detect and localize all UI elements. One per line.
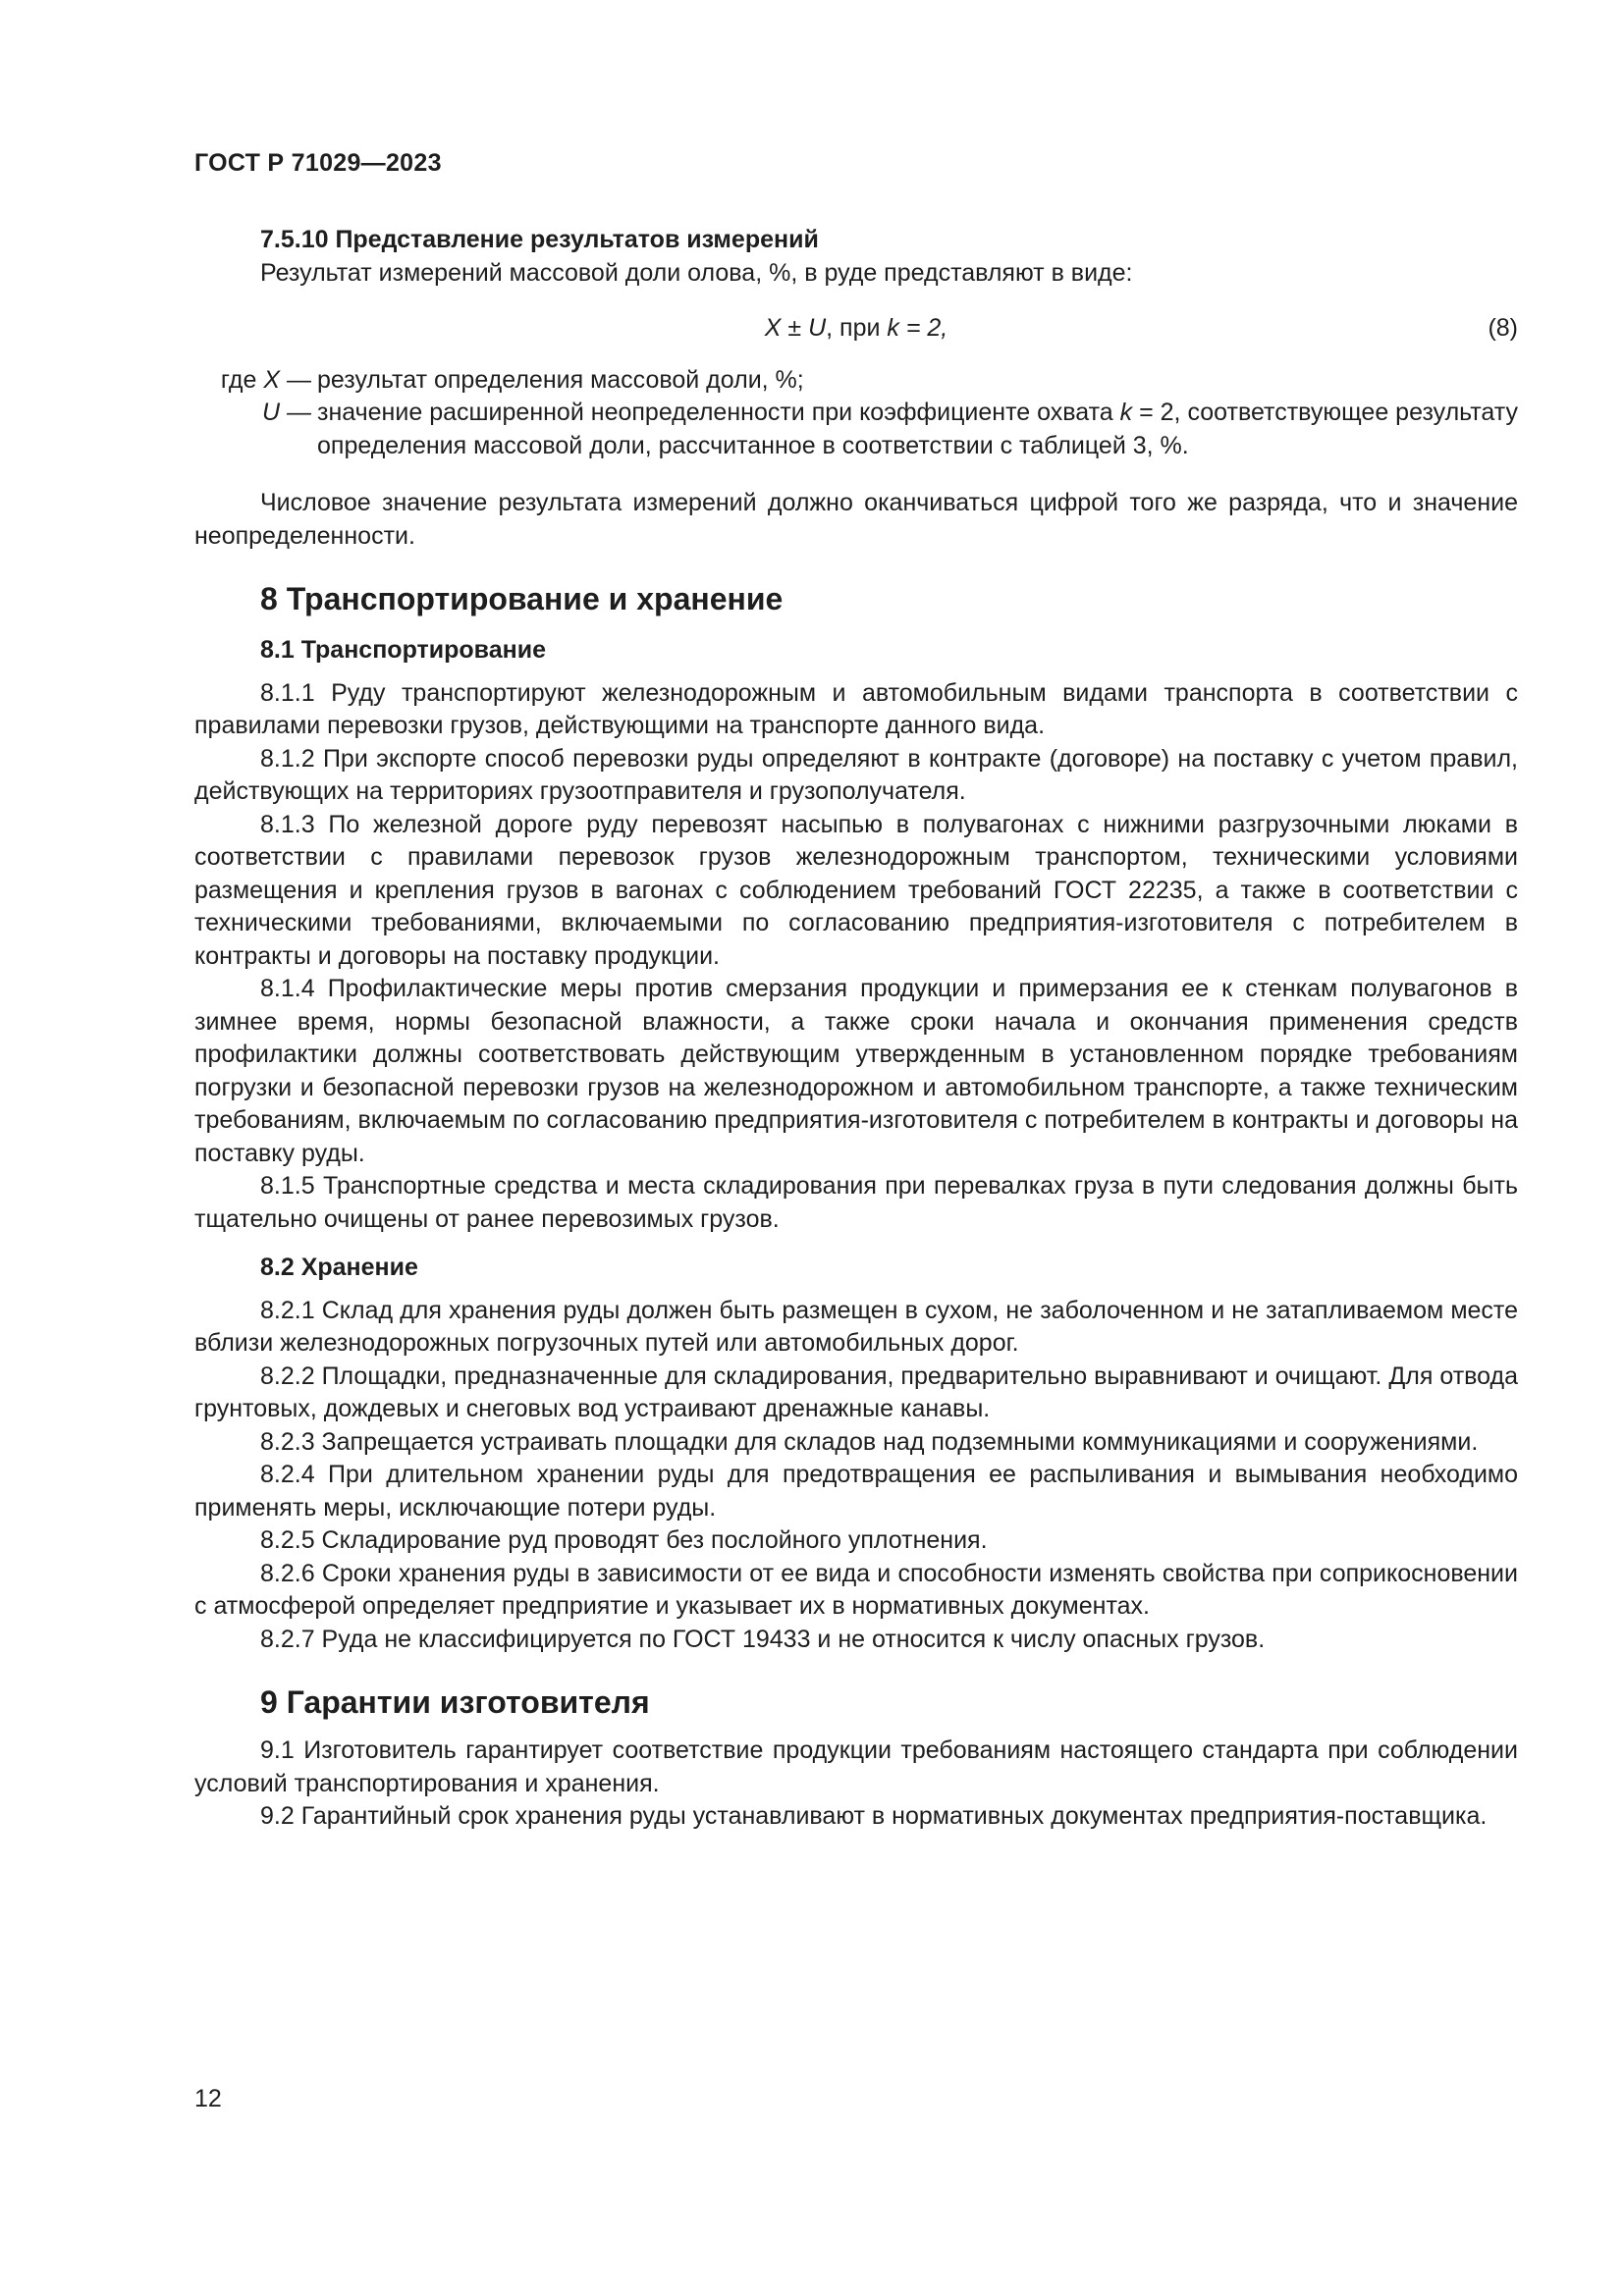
paragraph-8-1-3: 8.1.3 По железной дороге руду перевозят насыпью в полувагонах с нижними разгрузочными люками в соответствии с правилами перевозок грузов железнодорожным транспортом, техническими условиями размещения и крепления грузов в вагонах с соблюдением требований ГОСТ 22235, а также в соответствии с техническими требованиями, включаемыми по согласованию предприятия-изготовителя с потребителем в контракты и договоры на поставку продукции.	[194, 810, 1518, 970]
legend-row-x	[194, 364, 1518, 398]
paragraph-8-2-2: 8.2.2 Площадки, предназначенные для складирования, предварительно выравнивают и очищают. Для отвода грунтовых, дождевых и снеговых вод устраивают дренажные канавы.	[194, 1362, 1518, 1422]
paragraph-9-2: 9.2 Гарантийный срок хранения руды устанавливают в нормативных документах предприятия-поставщика.	[260, 1802, 1488, 1830]
paragraph-8-1-4: 8.1.4 Профилактические меры против смерзания продукции и примерзания ее к стенкам полувагонов в зимнее время, нормы безопасной влажности, а также сроки начала и окончания применения средств профилактики должны соответствовать действующим утвержденным в установленном порядке требованиям погрузки и безопасной перевозки грузов на железнодорожном и автомобильном транспорте, а также техническим требованиям, включаемым по согласованию предприятия-изготовителя с потребителем в контракты и договоры на поставку руды.	[194, 975, 1518, 1167]
legend-row-u	[194, 397, 1518, 462]
legend-term-u: U —	[262, 399, 311, 426]
paragraph-8-2-7: 8.2.7 Руда не классифицируется по ГОСТ 19433 и не относится к числу опасных грузов.	[260, 1625, 1266, 1653]
paragraph-8-1-1: 8.1.1 Руду транспортируют железнодорожным и автомобильным видами транспорта в соответствии с правилами перевозки грузов, действующими на транспорте данного вида.	[194, 678, 1518, 739]
section-9-title: 9 Гарантии изготовителя	[260, 1684, 650, 1720]
paragraph-8-2-6: 8.2.6 Сроки хранения руды в зависимости от ее вида и способности изменять свойства при соприкосновении с атмосферой определяет предприятие и указывает их в нормативных документах.	[194, 1559, 1518, 1620]
page-content	[194, 224, 1518, 1834]
formula-8	[194, 312, 1518, 346]
paragraph-8-1-2: 8.1.2 При экспорте способ перевозки руды определяют в контракте (договоре) на поставку с учетом правил, действующих на территориях грузоотправителя и грузополучателя.	[194, 744, 1518, 805]
legend-desc-x: результат определения массовой доли, %;	[317, 365, 804, 394]
formula-legend	[194, 364, 1518, 463]
paragraph-8-2-4: 8.2.4 При длительном хранении руды для предотвращения ее распыливания и вымывания необходимо применять меры, исключающие потери руды.	[194, 1461, 1518, 1522]
standard-header: ГОСТ Р 71029—2023	[194, 149, 442, 177]
section-8-1-title: 8.1 Транспортирование	[260, 636, 546, 664]
paragraph-9-1: 9.1 Изготовитель гарантирует соответствие продукции требованиям настоящего стандарта при соблюдении условий транспортирования и хранения.	[194, 1736, 1518, 1797]
legend-desc-u: значение расширенной неопределенности при коэффициенте охвата k = 2, соответствующее результату определения массовой доли, рассчитанное в соответствии с таблицей 3, %.	[317, 399, 1518, 459]
paragraph-8-2-3: 8.2.3 Запрещается устраивать площадки для складов над подземными коммуникациями и сооружениями.	[260, 1427, 1479, 1456]
section-8-2-title: 8.2 Хранение	[260, 1254, 418, 1281]
section-7-5-10-intro: Результат измерений массовой доли олова, %, в руде представляют в виде:	[260, 258, 1133, 287]
section-7-5-10-note: Числовое значение результата измерений должно оканчиваться цифрой того же разряда, что и значение неопределенности.	[194, 489, 1518, 550]
section-7-5-10-title: 7.5.10 Представление результатов измерений	[260, 226, 819, 253]
paragraph-8-2-5: 8.2.5 Складирование руд проводят без послойного уплотнения.	[260, 1526, 988, 1554]
section-8-title: 8 Транспортирование и хранение	[260, 581, 784, 616]
page-number: 12	[194, 2085, 222, 2112]
legend-term-x: где X —	[220, 365, 311, 394]
formula-number: (8)	[1488, 314, 1518, 342]
paragraph-8-2-1: 8.2.1 Склад для хранения руды должен быть размещен в сухом, не заболоченном и не затапливаемом месте вблизи железнодорожных погрузочных путей или автомобильных дорог.	[194, 1296, 1518, 1357]
formula-expression: X ± U, при k = 2,	[764, 314, 948, 342]
paragraph-8-1-5: 8.1.5 Транспортные средства и места складирования при перевалках груза в пути следования должны быть тщательно очищены от ранее перевозимых грузов.	[194, 1172, 1518, 1233]
